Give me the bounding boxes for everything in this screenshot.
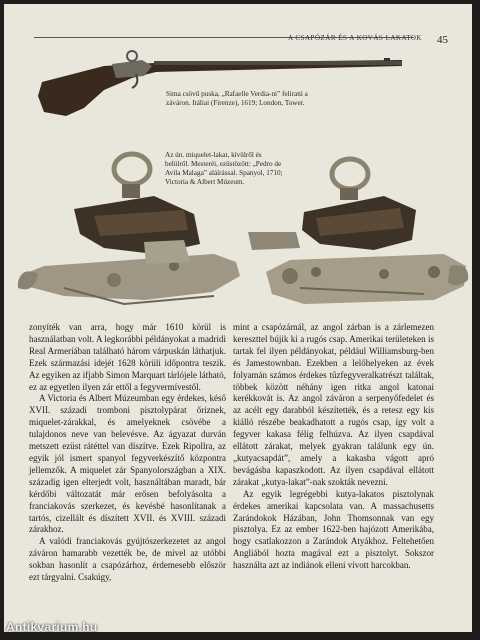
paragraph: A valódi franciakovás gyújtószerkezetet az angol záváron hamarabb vezették be, de mivel az utóbbi sokban hasonlít a csapózárhoz, érdemesebb először ezt tárgyalni. Csakúgy, <box>29 536 226 583</box>
lock-caption: Az ún. miquelet-lakat, kívülről és belülről. Mesteréi, ezüstözött: „Pedro de Avila Malaga” aláírással. Spanyol, 1710; Victoria & Albert Múzeum. <box>165 151 283 186</box>
paragraph: Az egyik legrégebbi kutya-lakatos pisztolynak érdekes amerikai kapcsolata van. A massachusetts Zarándokok Házában, John Thomsonnak van egy pisztolya. Ez az ember 1622-ben hajózott Amerikába, hogy csatlakozzon a Zarándok Atyákhoz. Feltehetően Angliából hozta magával ezt a pisztolyt. Sokszor használta azt az indiánok elleni vívott harcokban. <box>233 488 434 571</box>
gun-caption: Sima csövű puska, „Rafaelle Verdia-ni” feliratú a záváron. Itáliai (Firenze), 1619; London, Tower. <box>166 90 308 107</box>
page-number: 45 <box>437 34 448 46</box>
book-page <box>4 4 472 632</box>
running-head: A CSAPÓZÁR ÉS A KOVÁS LAKATOK <box>288 34 422 42</box>
watermark-text: Antikvarium.hu <box>6 620 98 634</box>
body-column-right <box>233 322 434 572</box>
body-column-left <box>29 322 226 584</box>
paragraph: mint a csapózárnál, az angol zárban is a zárlemezen kereszttel bújik ki a rugós csap. Amerikai területeken is tartak fel ilyen példányokat, például Williamsburg-ben és Jamestownban. Ezekben a lelőhelyeken az évek folyamán számos érdekes tűzfegyveralkatrészt találtak, többek között néhány igen ritka angol katonai kerékkovát is. Az angol záváron a serpenyőfedelet és az acélt egy darabból készítették, és a retesz egy kis kiálló részébe beakadhatott a rugós csap, így volt a fegyver kakasa félig felhúzva. Az ilyen csapdával ellátott zárakat, melyek gyakran találunk egy ún. „kutyacsapdát”, amely a kakasba vágott apró bevágásba kapaszkodott. Az ilyen csapdával ellátott zárakat „kutya-lakat”-nak szokták nevezni. <box>233 322 434 487</box>
paragraph: A Victoria és Albert Múzeumban egy érdekes, késő XVII. századi tromboni pisztolypárat őriznek, miquelet-zárakkal, és amelyeknek csövébe a tulajdonos neve van belevésve. Az ágyazat durván metszett ezüst rátéttel van díszítve. Ezek Ripollra, az egyik jól ismert spanyol fegyverkészítő központra jellemzők. A miquelet zár Spanyolországban a XIX. századig igen elterjedt volt, használtában maradt, bár kérdőbi változatát már erősen befolyásolta a franciakovás szerkezet, és kevésbé hasonlítanak a tartós, cizellált és díszített XVII. és XVIII. századi zárakhoz. <box>29 393 226 535</box>
paragraph: zonyíték van arra, hogy már 1610 körül is használatban volt. A legkorábbi példányokat a madridi Real Armeríában található három várpuskán láthatjuk. Ezek származási idejét 1628 körüli időpontra teszik. Az egyiken az ifjabb Simon Marquart tárlójele látható, ez az egyetlen ilyen zár ettől a fegyvermívestől. <box>29 322 226 392</box>
